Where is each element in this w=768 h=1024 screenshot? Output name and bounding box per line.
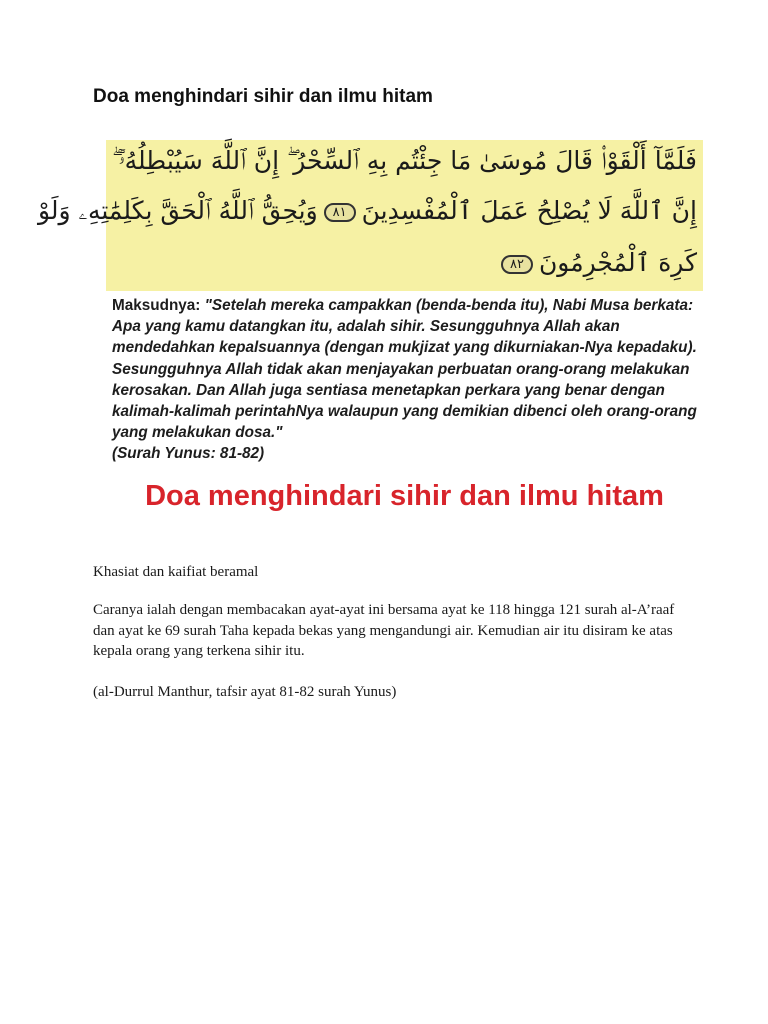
instructions-paragraph: Caranya ialah dengan membacakan ayat-ayat ini bersama ayat ke 118 hingga 121 surah al-A’raaf dan ayat ke 69 surah Taha kepada bekas yang mengandungi air. Kemudian air itu disiram ke atas kepala orang yang terkena sihir itu. — [93, 602, 675, 659]
arabic-line-3 — [495, 250, 697, 275]
page-title: Doa menghindari sihir dan ilmu hitam — [93, 86, 433, 107]
arabic-line-1: فَلَمَّآ أَلْقَوْا۟ قَالَ مُوسَىٰ مَا جِئْتُم بِهِ ٱلسِّحْرُ ۖ إِنَّ ٱللَّهَ سَيُبْطِلُهُۥٓ ۖ — [112, 146, 697, 175]
arabic-line-2 — [38, 198, 697, 223]
translation-text: "Setelah mereka campakkan (benda-benda itu), Nabi Musa berkata: Apa yang kamu datangkan itu, adalah sihir. Sesungguhnya Allah akan mendedahkan kepalsuannya (dengan mukjizat yang dikurniakan-Nya kepadaku). Sesungguhnya Allah tidak akan menjayakan perbuatan orang-orang melakukan kerosakan. Dan Allah juga sentiasa menetapkan perkara yang benar dengan kalimah-kalimah perintahNya walaupun yang demikian dibenci oleh orang-orang yang melakukan dosa." — [112, 297, 697, 442]
verse-mark-82: ٨٢ — [501, 255, 533, 274]
arabic-line-3a: كَرِهَ ٱلْمُجْرِمُونَ — [538, 248, 697, 277]
image-caption-title: Doa menghindari sihir dan ilmu hitam — [145, 480, 664, 512]
arabic-line-2b: وَيُحِقُّ ٱللَّهُ ٱلْحَقَّ بِكَلِمَٰتِهِۦ وَلَوْ — [37, 196, 318, 225]
surah-reference: (Surah Yunus: 81-82) — [112, 445, 265, 463]
translation-block — [112, 295, 702, 465]
arabic-line-2a: إِنَّ ٱللَّهَ لَا يُصْلِحُ عَمَلَ ٱلْمُفْسِدِينَ — [361, 196, 697, 225]
khasiat-heading: Khasiat dan kaifiat beramal — [93, 564, 259, 580]
source-citation: (al-Durrul Manthur, tafsir ayat 81-82 surah Yunus) — [93, 684, 397, 700]
doa-image — [37, 140, 703, 520]
arabic-verse-panel — [37, 140, 703, 291]
verse-mark-81: ٨١ — [324, 203, 356, 222]
translation-label: Maksudnya: — [112, 297, 205, 314]
